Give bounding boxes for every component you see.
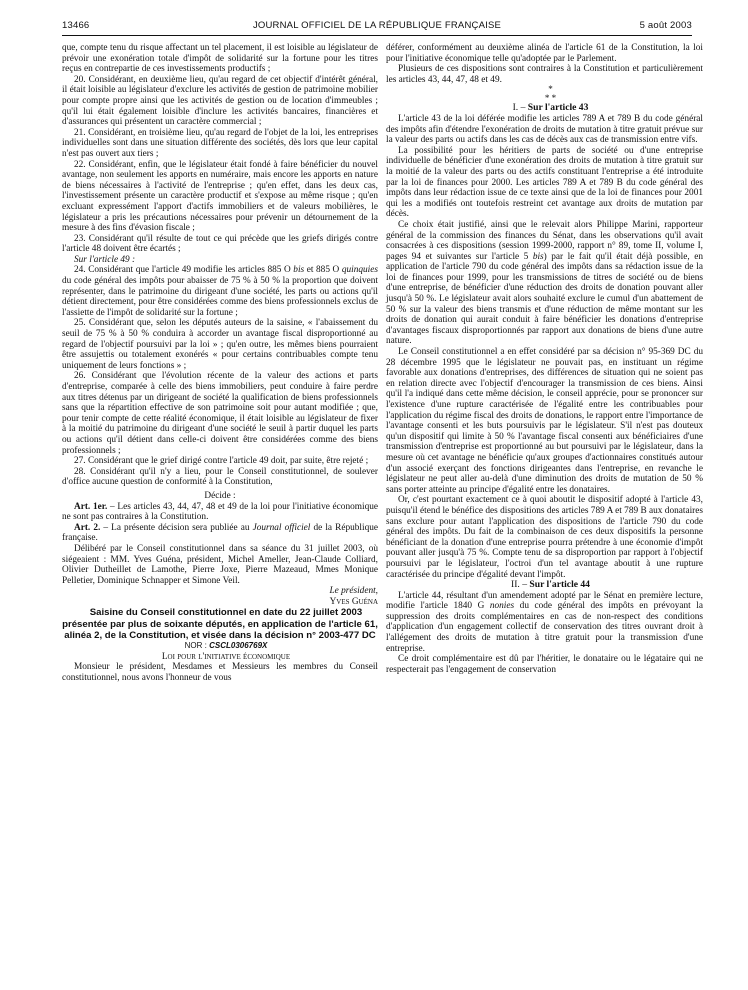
paragraph-24: 24. Considérant que l'article 49 modifie les articles 885 O bis et 885 O quinquies du code général des impôts pour abaisser de 75 % à 50 % la proportion que doivent représenter, dans le patrimoine du dirigeant d'une société, les parts ou actions qu'il détient directement, pour être considérées comme des biens professionnels exclus de l'assiette de l'impôt de solidarité sur la fortune ; xyxy=(62,265,378,318)
left-column xyxy=(62,43,378,683)
paragraph-continuation-right: déférer, conformément au deuxième alinéa de l'article 61 de la Constitution, la loi pour l'initiative économique telle qu'adoptée par le Parlement. xyxy=(386,43,703,64)
paragraph-dispositions: Plusieurs de ces dispositions sont contraires à la Constitution et particulièrement les articles 43, 44, 47, 48 et 49. xyxy=(386,64,703,85)
page-header xyxy=(62,20,692,34)
paragraph-s1-2: La possibilité pour les héritiers de parts de société ou d'une entreprise individuelle de bénéficier d'une exonération des droits de mutation à titre gratuit sur la moitié de la valeur des parts ou des actifs constituant l'entreprise a été introduite par la loi de finances pour 2000. Les articles 789 A et 789 B du code général des impôts dans leur rédaction issue de ce texte ainsi que de la loi de finances pour 2001 qui les a modifiés ont toutefois restreint cet avantage aux droits de mutation par décès. xyxy=(386,145,703,220)
paragraph-23: 23. Considérant qu'il résulte de tout ce qui précède que les griefs dirigés contre l'article 48 doivent être écartés ; xyxy=(62,233,378,255)
paragraph-21: 21. Considérant, en troisième lieu, qu'au regard de l'objet de la loi, les entreprises individuelles sont dans une situation différente des sociétés, dès lors que leur capital n'est pas ouvert aux tiers ; xyxy=(62,127,378,159)
law-title: Loi pour l'initiative économique xyxy=(161,651,291,662)
paragraph-s1-1: L'article 43 de la loi déférée modifie les articles 789 A et 789 B du code général des impôts afin d'étendre l'exonération de droits de mutation à titre gratuit prévue sur la valeur des parts ou actifs dans les cas de décès aux cas de transmission entre vifs. xyxy=(386,113,703,146)
paragraph-20: 20. Considérant, en deuxième lieu, qu'au regard de cet objectif d'intérêt général, il était loisible au législateur d'exclure les activités de gestion de patrimoine mobilier pour compte propre ainsi que les activités de gestion ou de location d'immeubles ; qu'il lui était également loisible d'inclure les activités bancaires, financières et d'assurances qui présentent un caractère commercial ; xyxy=(62,74,378,128)
paragraph-25: 25. Considérant que, selon les députés auteurs de la saisine, « l'abaissement du seuil de 75 % à 50 % conduira à accorder un avantage fiscal disproportionné au regard de l'objectif poursuivi par la loi » ; qu'en outre, les mêmes biens pourraient être assujettis ou totalement exonérés « pour certains contribuables compte tenu uniquement de leurs fonctions » ; xyxy=(62,318,378,371)
paragraph-s1-5: Or, c'est pourtant exactement ce à quoi aboutit le dispositif adopté à l'article 43, puisqu'il étend le bénéfice des dispositions des articles 789 A et 789 B aux donataires sans exclure pour autant l'application des dispositions de l'article 790 du code général des impôts. Du fait de la combinaison de ces deux dispositifs la personne bénéficiant de la donation d'une entreprise pourra prétendre à une économie d'impôt pouvant aller jusqu'à 75 %. Compte tenu de sa disproportion par rapport à l'objectif poursuivi par le législateur, l'octroi d'un tel avantage aboutit à une rupture caractérisée du principe d'égalité devant l'impôt. xyxy=(386,495,703,580)
deliberation-paragraph: Délibéré par le Conseil constitutionnel dans sa séance du 31 juillet 2003, où siégeaient : MM. Yves Guéna, président, Michel Ameller, Jean-Claude Colliard, Olivier Dutheillet de Lamothe, Pierre Joxe, Pierre Mazeaud, Mmes Monique Pelletier, Dominique Schnapper et Simone Veil. xyxy=(62,543,378,586)
asterism-top: * xyxy=(548,84,553,95)
subheading-article-49: Sur l'article 49 : xyxy=(74,254,136,265)
paragraph-s2-1: L'article 44, résultant d'un amendement adopté par le Sénat en première lecture, modifie l'article 1840 G nonies du code général des impôts en prévoyant la suppression des droits complémentaires en cas de non-respect des conditions d'application d'un engagement collectif de conservation des titres ouvrant droit à l'allégement des droits de mutation à titre gratuit pour la transmission d'une entreprise. xyxy=(386,590,703,654)
page-number: 13466 xyxy=(62,20,90,31)
paragraph-s2-2: Ce droit complémentaire est dû par l'héritier, le donataire ou le légataire qui ne respecterait pas l'engagement de conservation xyxy=(386,654,703,675)
publication-date: 5 août 2003 xyxy=(639,20,692,31)
paragraph-27: 27. Considérant que le grief dirigé contre l'article 49 doit, par suite, être rejeté ; xyxy=(74,456,369,467)
header-rule xyxy=(62,35,692,36)
saisine-opening: Monsieur le président, Mesdames et Messieurs les membres du Conseil constitutionnel, nous avons l'honneur de vous xyxy=(62,662,378,683)
decide-heading: Décide : xyxy=(204,490,236,501)
paragraph-22: 22. Considérant, enfin, que le législateur était fondé à faire bénéficier du nouvel avantage, non seulement les apports en numéraire, mais encore les apports en nature de biens nécessaires à l'activité de l'entreprise ; qu'en effet, dans les deux cas, l'investissement présente un caractère productif et s'expose au même risque ; qu'en excluant expressément l'apport d'actifs immobiliers et de valeurs mobilières, le législateur a pris les précautions nécessaires pour prévenir un détournement de la mesure à des fins d'évasion fiscale ; xyxy=(62,159,378,234)
paragraph-continuation: que, compte tenu du risque affectant un tel placement, il est loisible au législateur de prévoir une exonération totale d'impôt de solidarité sur la fortune pour les titres reçus en contrepartie de ces investissements productifs ; xyxy=(62,43,378,75)
paragraph-26: 26. Considérant que l'évolution récente de la valeur des actions et parts d'entreprise, comparée à celle des biens immobiliers, peut conduire à faire perdre aux titres détenus par un dirigeant de société la qualification de biens professionnels sans que la répartition effective de son patrimoine soit pour autant modifiée ; que, pour tenir compte de cette réalité économique, il était loisible au législateur de fixer à la moitié du patrimoine du dirigeant d'une société le seuil à partir duquel les parts ou actions qu'il détient dans celle-ci doivent être considérées comme des biens professionnels ; xyxy=(62,371,378,456)
paragraph-s1-3: Ce choix était justifié, ainsi que le relevait alors Philippe Marini, rapporteur général de la commission des finances du Sénat, dans les observations qu'il avait consacrées à ces dispositions (session 1999-2000, rapport n° 89, tome II, volume I, pages 94 et suivantes sur l'article 5 bis) par le fait qu'il était déjà possible, en application de l'article 790 du code général des impôts dans sa rédaction issue de la loi de finances pour 1999, pour les transmissions de titres de société ou de biens d'une entreprise, de bénéficier d'une réduction des droits de donation pouvant aller jusqu'à 50 %. Le législateur avait alors souhaité exclure le cumul d'un abattement de 50 % sur la valeur des biens transmis et d'une réduction de même montant sur les droits de donation qui aurait conduit à faire bénéficier les donations d'entreprise d'avantages fiscaux disproportionnés par rapport aux donations de biens d'une autre nature. xyxy=(386,219,703,347)
president-label: Le président, xyxy=(329,586,378,597)
article-2: Art. 2. – La présente décision sera publiée au Journal officiel de la République française. xyxy=(62,522,379,544)
journal-title: JOURNAL OFFICIEL DE LA RÉPUBLIQUE FRANÇAISE xyxy=(252,20,502,31)
signature: Yves Guéna xyxy=(329,596,378,607)
right-column xyxy=(386,43,703,675)
asterism-bottom: * * xyxy=(544,93,557,104)
saisine-heading: Saisine du Conseil constitutionnel en date du 22 juillet 2003 présentée par plus de soixante députés, en application de l'article 61, alinéa 2, de la Constitution, et visée dans la décision n° 2003-477 DC xyxy=(62,607,378,641)
section-heading-article-43: I. – Sur l'article 43 xyxy=(512,102,589,114)
nor-reference: NOR : CSCL0306769X xyxy=(184,641,268,651)
paragraph-28: 28. Considérant qu'il n'y a lieu, pour le Conseil constitutionnel, de soulever d'office aucune question de conformité à la Constitution, xyxy=(62,466,378,488)
section-heading-article-44: II. – Sur l'article 44 xyxy=(511,579,590,591)
article-1: Art. 1er. – Les articles 43, 44, 47, 48 et 49 de la loi pour l'initiative économique ne sont pas contraires à la Constitution. xyxy=(62,501,378,523)
paragraph-s1-4: Le Conseil constitutionnel a en effet considéré par sa décision n° 95-369 DC du 28 décembre 1995 que le législateur ne pouvait pas, en instituant un régime favorable aux donations d'entreprises, des différences de situation qui ne soient pas en relation directe avec l'objectif d'encourager la transmission de ces biens. Ainsi qu'il l'a indiqué dans cette même décision, le conseil apprécie, pour se prononcer sur l'existence d'une rupture caractérisée de l'égalité entre les contribuables pour l'application du régime fiscal des droits de donations, le rapport entre l'importance de l'avantage consenti et les buts poursuivis par le législateur. S'il n'est pas douteux qu'un dispositif qui limite à 50 % l'avantage fiscal consenti aux bénéficiaires d'une transmission d'entreprise est proportionné au but poursuivi par le législateur, dans la mesure où cet avantage ne bénéficie qu'aux groupes d'actionnaires constitués autour d'un associé exerçant des fonctions dirigeantes dans l'entreprise, en revanche le législateur ne peut aller au-delà d'une diminution des droits de mutation de 50 % sans porter atteinte au principe d'égalité entre les donataires. xyxy=(386,347,703,495)
